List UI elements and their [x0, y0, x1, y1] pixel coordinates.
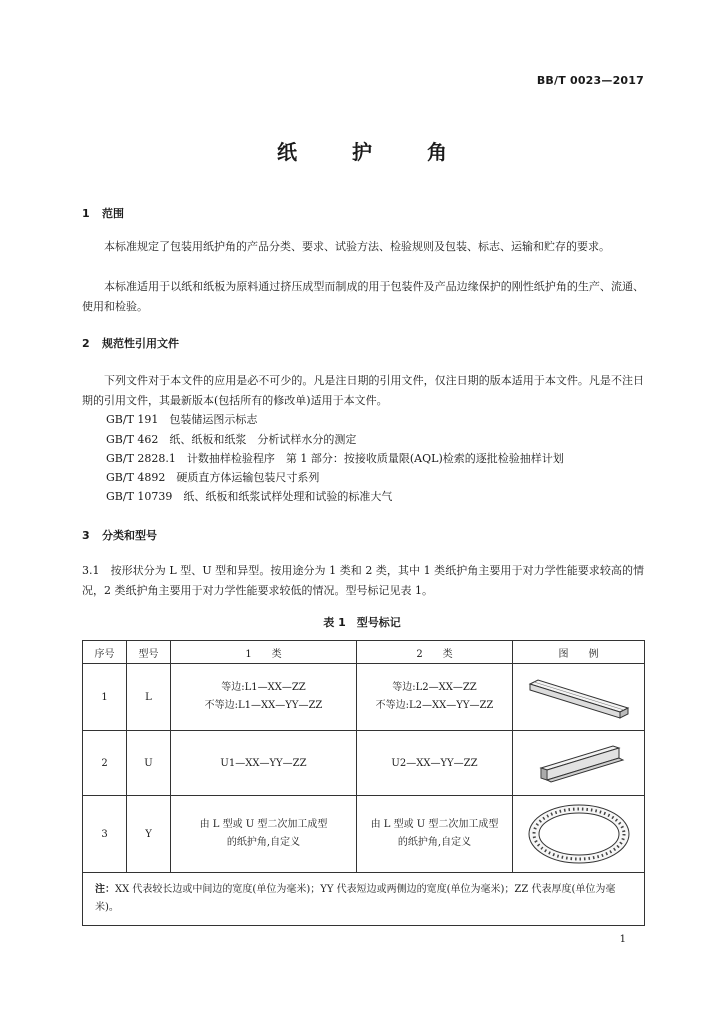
section-title: 规范性引用文件 [102, 337, 179, 350]
cell-class-1 [171, 664, 357, 731]
reference-item: GB/T 10739 纸、纸板和纸浆试样处理和试验的标准大气 [106, 490, 393, 503]
table-row [83, 664, 645, 731]
section-heading-classification [82, 527, 157, 543]
table-caption: 表 1 型号标记 [323, 616, 401, 629]
section-number: 1 [82, 207, 90, 220]
cell-line: 由 L 型或 U 型二次加工成型 [199, 819, 328, 830]
l-angle-illustration [513, 664, 645, 731]
table-row [83, 796, 645, 873]
document-number: BB/T 0023—2017 [536, 74, 644, 87]
reference-item: GB/T 191 包装储运图示标志 [106, 413, 258, 426]
cell-line: 等边:L2—XX—ZZ [392, 682, 477, 693]
cell-type: Y [127, 796, 171, 873]
note-text: XX 代表较长边或中间边的宽度(单位为毫米)；YY 代表短边或两侧边的宽度(单位为毫米)；ZZ 代表厚度(单位为毫米)。 [95, 884, 616, 913]
ring-illustration [513, 796, 645, 873]
section-heading-scope [82, 205, 124, 221]
cell-line: U2—XX—YY—ZZ [391, 757, 478, 769]
cell-class-1 [171, 731, 357, 796]
cell-line: 的纸护角,自定义 [226, 837, 301, 848]
section-number: 3 [82, 529, 90, 542]
table-header-row [83, 641, 645, 664]
cell-type: L [127, 664, 171, 731]
cell-seq: 3 [83, 796, 127, 873]
cell-class-2 [357, 731, 513, 796]
cell-seq: 2 [83, 731, 127, 796]
title-char: 角 [426, 140, 447, 164]
table-note [83, 873, 645, 926]
cell-class-2 [357, 796, 513, 873]
reference-item: GB/T 462 纸、纸板和纸浆 分析试样水分的测定 [106, 433, 357, 446]
reference-item: GB/T 2828.1 计数抽样检验程序 第 1 部分：按接收质量限(AQL)检索的逐批检验抽样计划 [106, 452, 564, 465]
cell-seq: 1 [83, 664, 127, 731]
section-heading-normative [82, 335, 179, 351]
scope-paragraph-1: 本标准规定了包装用纸护角的产品分类、要求、试验方法、检验规则及包装、标志、运输和贮存的要求。 [104, 240, 610, 253]
cell-class-2 [357, 664, 513, 731]
scope-paragraph-2: 本标准适用于以纸和纸板为原料通过挤压成型而制成的用于包装件及产品边缘保护的刚性纸护角的生产、流通、使用和检验。 [82, 280, 644, 313]
header-class-1: 1 类 [171, 641, 357, 664]
classification-paragraph: 3.1 按形状分为 L 型、U 型和异型。按用途分为 1 类和 2 类，其中 1 类纸护角主要用于对力学性能要求较高的情况，2 类纸护角主要用于对力学性能要求较低的情况。型号标记见表 1。 [82, 564, 644, 597]
cell-line: 的纸护角,自定义 [397, 837, 472, 848]
cell-line: 等边:L1—XX—ZZ [221, 682, 306, 693]
cell-class-1 [171, 796, 357, 873]
cell-line: U1—XX—YY—ZZ [220, 757, 307, 769]
page-number: 1 [619, 934, 626, 945]
note-label: 注： [95, 884, 115, 895]
header-illustration: 图 例 [513, 641, 645, 664]
header-type: 型号 [127, 641, 171, 664]
section-title: 分类和型号 [102, 529, 157, 542]
reference-item: GB/T 4892 硬质直方体运输包装尺寸系列 [106, 471, 320, 484]
page-title [0, 136, 724, 165]
header-class-2: 2 类 [357, 641, 513, 664]
section-title: 范围 [102, 207, 124, 220]
header-seq: 序号 [83, 641, 127, 664]
cell-line: 由 L 型或 U 型二次加工成型 [370, 819, 499, 830]
cell-line: 不等边:L1—XX—YY—ZZ [204, 700, 323, 711]
u-channel-illustration [513, 731, 645, 796]
model-marking-table [82, 640, 645, 926]
cell-type: U [127, 731, 171, 796]
normative-intro: 下列文件对于本文件的应用是必不可少的。凡是注日期的引用文件，仅注日期的版本适用于本文件。凡是不注日期的引用文件，其最新版本(包括所有的修改单)适用于本文件。 [82, 374, 644, 407]
table-note-row [83, 873, 645, 926]
title-char: 纸 [277, 140, 298, 164]
table-row [83, 731, 645, 796]
title-char: 护 [352, 140, 372, 164]
cell-line: 不等边:L2—XX—YY—ZZ [375, 700, 494, 711]
section-number: 2 [82, 337, 90, 350]
